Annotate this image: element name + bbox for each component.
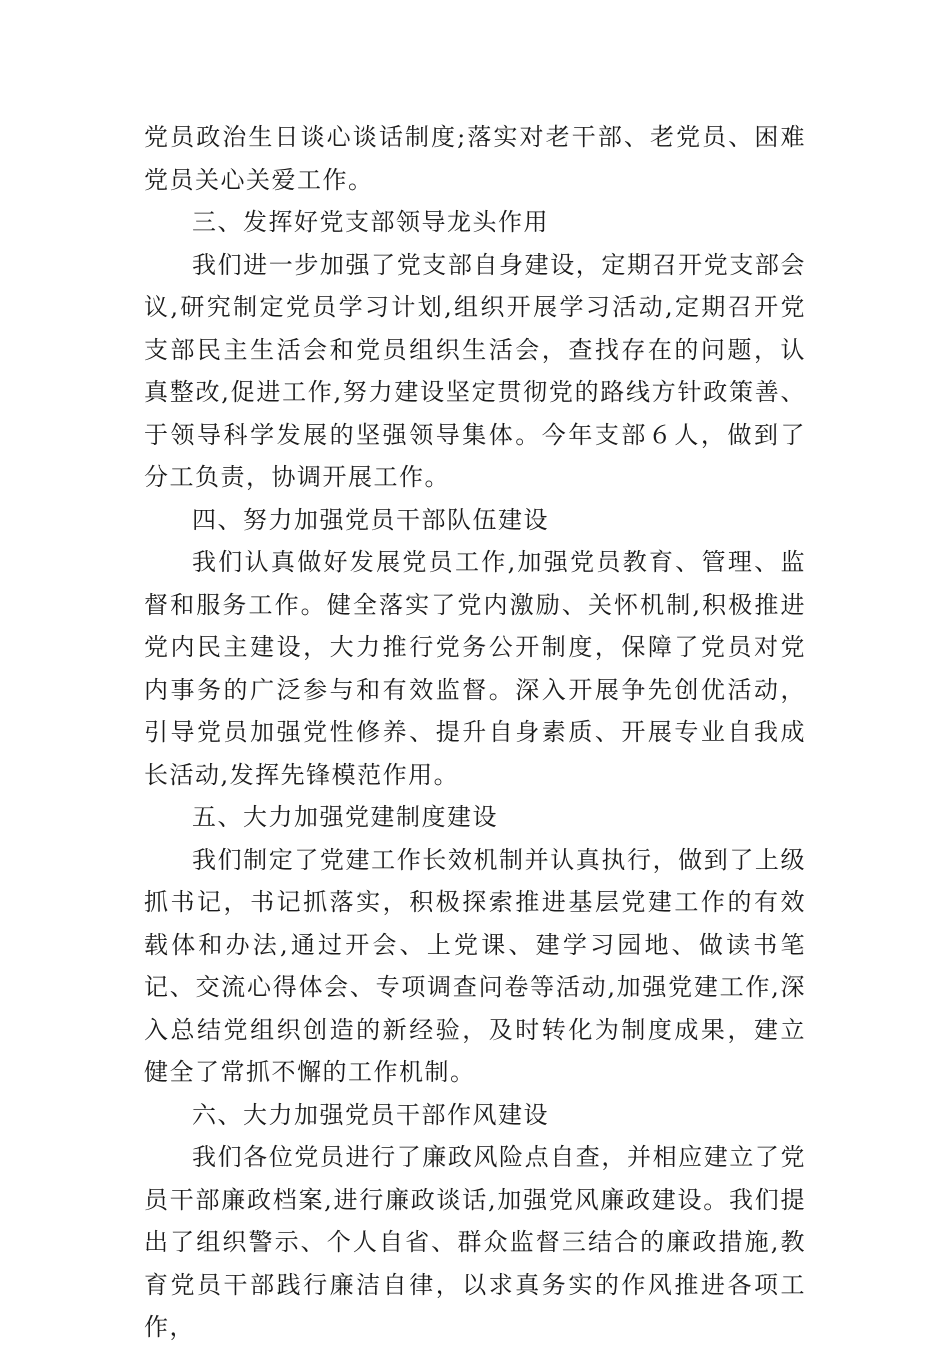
paragraph-continued: 党员政治生日谈心谈话制度;落实对老干部、老党员、困难党员关心关爱工作。	[144, 123, 806, 194]
paragraph-section-3: 我们进一步加强了党支部自身建设，定期召开党支部会议,研究制定党员学习计划,组织开展学习活动,定期召开党支部民主生活会和党员组织生活会，查找存在的问题，认真整改,促进工作,努力建设坚定贯彻党的路线方针政策善、于领导科学发展的坚强领导集体。今年支部６人，做到了分工负责，协调开展工作。	[144, 250, 806, 491]
paragraph-section-6: 我们各位党员进行了廉政风险点自查，并相应建立了党员干部廉政档案,进行廉政谈话,加强党风廉政建设。我们提出了组织警示、个人自省、群众监督三结合的廉政措施,教育党员干部践行廉洁自律，以求真务实的作风推进各项工作，	[144, 1143, 806, 1341]
section-heading-3: 三、发挥好党支部领导龙头作用	[192, 208, 549, 236]
paragraph-section-5: 我们制定了党建工作长效机制并认真执行，做到了上级抓书记，书记抓落实，积极探索推进基层党建工作的有效载体和办法,通过开会、上党课、建学习园地、做读书笔记、交流心得体会、专项调查问卷等活动,加强党建工作,深入总结党组织创造的新经验，及时转化为制度成果，建立健全了常抓不懈的工作机制。	[144, 845, 806, 1086]
document-page	[144, 116, 806, 1349]
paragraph-section-4: 我们认真做好发展党员工作,加强党员教育、管理、监督和服务工作。健全落实了党内激励、关怀机制,积极推进党内民主建设，大力推行党务公开制度，保障了党员对党内事务的广泛参与和有效监督。深入开展争先创优活动，引导党员加强党性修养、提升自身素质、开展专业自我成长活动,发挥先锋模范作用。	[144, 548, 806, 789]
section-heading-6: 六、大力加强党员干部作风建设	[192, 1100, 549, 1129]
section-heading-5: 五、大力加强党建制度建设	[192, 803, 498, 831]
section-heading-4: 四、努力加强党员干部队伍建设	[192, 505, 549, 534]
